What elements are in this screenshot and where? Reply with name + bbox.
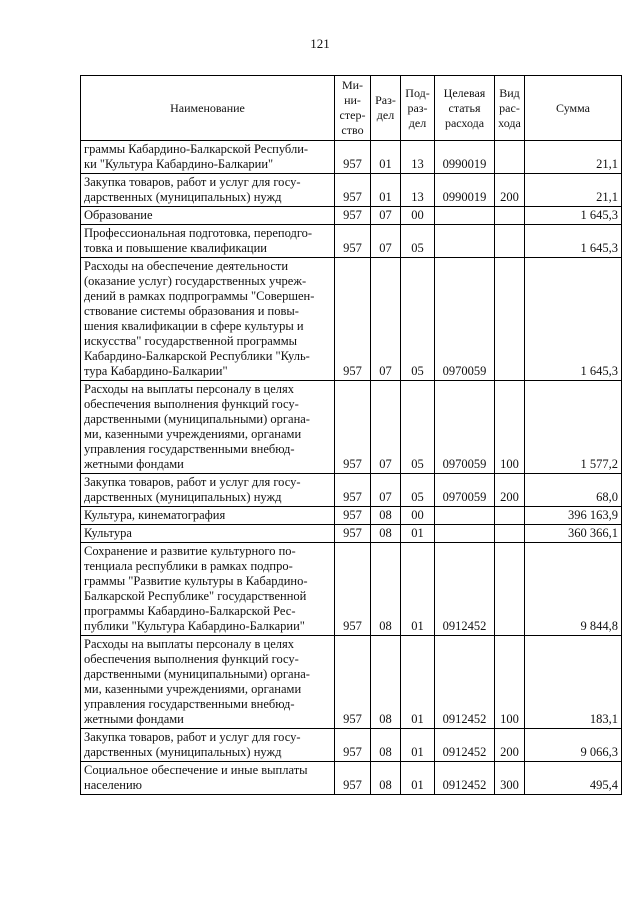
cell-ministry: 957 — [335, 225, 371, 258]
cell-target — [435, 225, 495, 258]
cell-target: 0970059 — [435, 474, 495, 507]
cell-subsection: 05 — [401, 258, 435, 381]
cell-amount: 68,0 — [525, 474, 622, 507]
cell-amount: 1 645,3 — [525, 207, 622, 225]
cell-amount: 360 366,1 — [525, 525, 622, 543]
cell-name: Культура, кинематография — [81, 507, 335, 525]
cell-subsection: 05 — [401, 381, 435, 474]
table-row — [81, 141, 622, 174]
cell-kind — [495, 507, 525, 525]
cell-target: 0912452 — [435, 636, 495, 729]
cell-ministry: 957 — [335, 258, 371, 381]
cell-name: Закупка товаров, работ и услуг для госу- дарственных (муниципальных) нужд — [81, 729, 335, 762]
cell-section: 08 — [371, 762, 401, 795]
cell-name: Культура — [81, 525, 335, 543]
cell-ministry: 957 — [335, 636, 371, 729]
table-row — [81, 543, 622, 636]
cell-name: Расходы на выплаты персоналу в целях обеспечения выполнения функций госу- дарственными (муниципальными) органа- ми, казенными учреждениями, органами управления государственными внебюд- жетными фондами — [81, 636, 335, 729]
cell-kind: 300 — [495, 762, 525, 795]
table-row — [81, 729, 622, 762]
cell-ministry: 957 — [335, 141, 371, 174]
cell-subsection: 00 — [401, 207, 435, 225]
cell-subsection: 05 — [401, 225, 435, 258]
cell-target — [435, 507, 495, 525]
cell-section: 01 — [371, 174, 401, 207]
cell-section: 07 — [371, 474, 401, 507]
table-row — [81, 174, 622, 207]
table-body — [81, 141, 622, 795]
cell-ministry: 957 — [335, 381, 371, 474]
table-row — [81, 474, 622, 507]
cell-target: 0990019 — [435, 174, 495, 207]
table-row — [81, 381, 622, 474]
cell-kind — [495, 207, 525, 225]
table-row — [81, 507, 622, 525]
cell-target: 0990019 — [435, 141, 495, 174]
cell-section: 07 — [371, 207, 401, 225]
cell-ministry: 957 — [335, 543, 371, 636]
cell-target: 0970059 — [435, 381, 495, 474]
cell-name: Закупка товаров, работ и услуг для госу- дарственных (муниципальных) нужд — [81, 174, 335, 207]
cell-section: 08 — [371, 507, 401, 525]
cell-subsection: 01 — [401, 762, 435, 795]
cell-kind: 100 — [495, 381, 525, 474]
cell-name: Расходы на обеспечение деятельности (оказание услуг) государственных учреж- дений в рамках подпрограммы "Совершен- ствование системы образования и повы- шения квалификации в сфере культуры и искусства" государственной программы Кабардино-Балкарской Республики "Куль- тура Кабардино-Балкарии" — [81, 258, 335, 381]
cell-section: 01 — [371, 141, 401, 174]
cell-target — [435, 525, 495, 543]
cell-name: Закупка товаров, работ и услуг для госу- дарственных (муниципальных) нужд — [81, 474, 335, 507]
cell-kind — [495, 543, 525, 636]
budget-table — [80, 75, 622, 795]
cell-name: граммы Кабардино-Балкарской Республи- ки "Культура Кабардино-Балкарии" — [81, 141, 335, 174]
cell-kind — [495, 225, 525, 258]
cell-kind: 200 — [495, 474, 525, 507]
table-row — [81, 225, 622, 258]
cell-subsection: 01 — [401, 636, 435, 729]
header-section: Раз- дел — [371, 76, 401, 141]
cell-amount: 21,1 — [525, 141, 622, 174]
table-row — [81, 762, 622, 795]
cell-amount: 1 645,3 — [525, 225, 622, 258]
header-subsection: Под- раз- дел — [401, 76, 435, 141]
table-row — [81, 525, 622, 543]
cell-ministry: 957 — [335, 207, 371, 225]
table-row — [81, 258, 622, 381]
cell-amount: 396 163,9 — [525, 507, 622, 525]
header-ministry: Ми- ни- стер- ство — [335, 76, 371, 141]
cell-ministry: 957 — [335, 474, 371, 507]
cell-subsection: 05 — [401, 474, 435, 507]
cell-name: Образование — [81, 207, 335, 225]
cell-kind — [495, 141, 525, 174]
cell-kind — [495, 525, 525, 543]
cell-name: Расходы на выплаты персоналу в целях обеспечения выполнения функций госу- дарственными (муниципальными) органа- ми, казенными учреждениями, органами управления государственными внебюд- жетными фондами — [81, 381, 335, 474]
cell-kind: 200 — [495, 174, 525, 207]
cell-target: 0912452 — [435, 543, 495, 636]
cell-section: 07 — [371, 258, 401, 381]
header-kind: Вид рас- хода — [495, 76, 525, 141]
cell-ministry: 957 — [335, 174, 371, 207]
cell-section: 07 — [371, 225, 401, 258]
header-amount: Сумма — [525, 76, 622, 141]
table-row — [81, 636, 622, 729]
cell-section: 08 — [371, 543, 401, 636]
cell-amount: 183,1 — [525, 636, 622, 729]
cell-amount: 495,4 — [525, 762, 622, 795]
cell-amount: 1 645,3 — [525, 258, 622, 381]
cell-kind: 100 — [495, 636, 525, 729]
cell-target: 0912452 — [435, 729, 495, 762]
cell-subsection: 01 — [401, 525, 435, 543]
cell-amount: 1 577,2 — [525, 381, 622, 474]
header-target: Целевая статья расхода — [435, 76, 495, 141]
cell-kind: 200 — [495, 729, 525, 762]
cell-ministry: 957 — [335, 507, 371, 525]
cell-subsection: 13 — [401, 174, 435, 207]
cell-target: 0970059 — [435, 258, 495, 381]
cell-amount: 9 844,8 — [525, 543, 622, 636]
cell-ministry: 957 — [335, 762, 371, 795]
cell-name: Профессиональная подготовка, переподго- товка и повышение квалификации — [81, 225, 335, 258]
header-name: Наименование — [81, 76, 335, 141]
cell-subsection: 01 — [401, 729, 435, 762]
table-row — [81, 207, 622, 225]
page-number: 121 — [310, 36, 330, 51]
cell-target: 0912452 — [435, 762, 495, 795]
cell-ministry: 957 — [335, 729, 371, 762]
table-header-row — [81, 76, 622, 141]
cell-ministry: 957 — [335, 525, 371, 543]
cell-name: Сохранение и развитие культурного по- тенциала республики в рамках подпро- граммы "Развитие культуры в Кабардино- Балкарской Республике" государственной программы Кабардино-Балкарской Рес- публики "Культура Кабардино-Балкарии" — [81, 543, 335, 636]
cell-kind — [495, 258, 525, 381]
cell-target — [435, 207, 495, 225]
cell-amount: 21,1 — [525, 174, 622, 207]
cell-section: 07 — [371, 381, 401, 474]
cell-subsection: 13 — [401, 141, 435, 174]
cell-section: 08 — [371, 729, 401, 762]
cell-section: 08 — [371, 636, 401, 729]
cell-subsection: 01 — [401, 543, 435, 636]
cell-section: 08 — [371, 525, 401, 543]
cell-name: Социальное обеспечение и иные выплаты населению — [81, 762, 335, 795]
cell-subsection: 00 — [401, 507, 435, 525]
cell-amount: 9 066,3 — [525, 729, 622, 762]
